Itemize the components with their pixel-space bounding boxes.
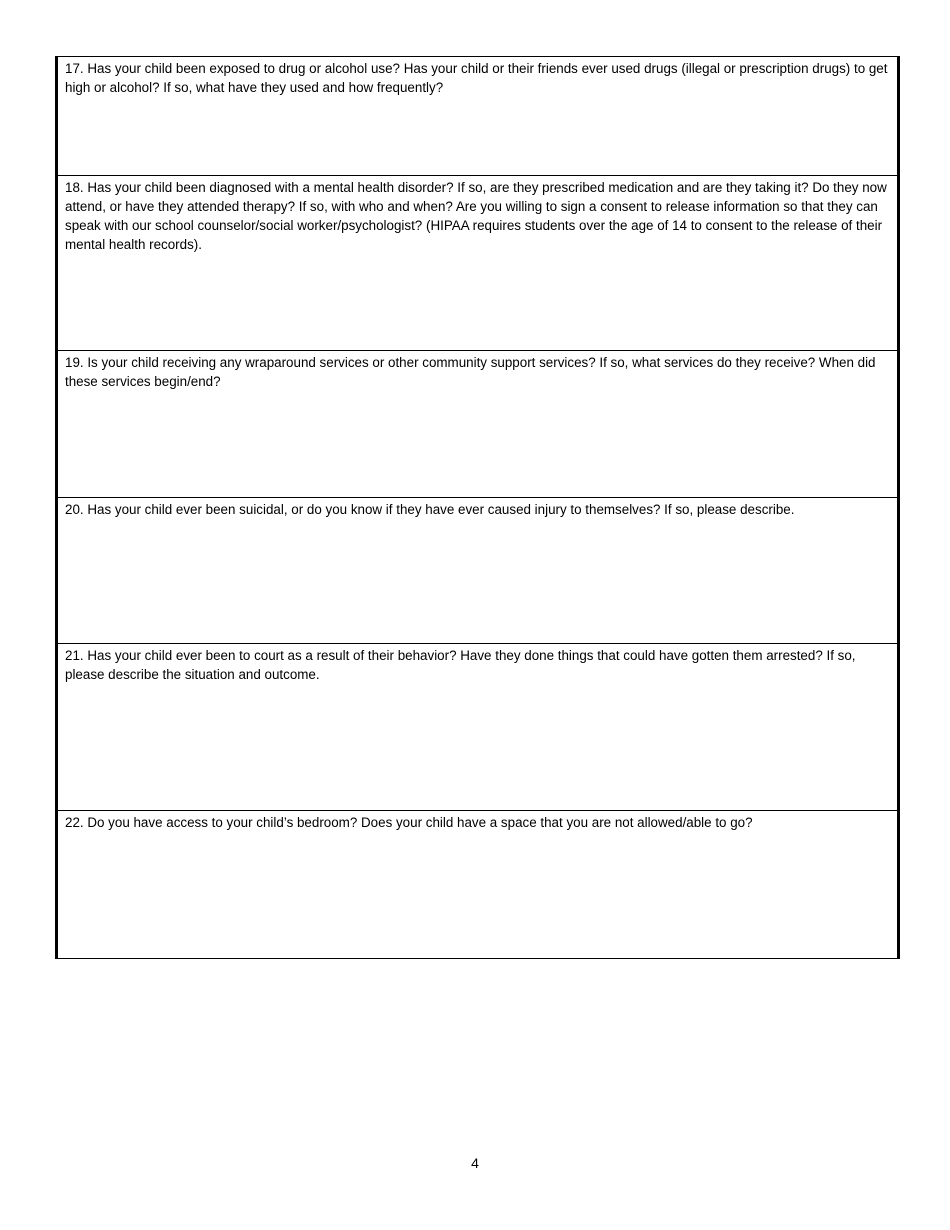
page-number: 4 xyxy=(471,1155,479,1171)
question-20-cell[interactable] xyxy=(58,498,897,644)
question-17-text: 17. Has your child been exposed to drug or alcohol use? Has your child or their friends ever used drugs (illegal or prescription drugs) to get high or alcohol? If so, what have they used and how frequently? xyxy=(65,61,888,95)
questionnaire-table xyxy=(55,56,900,959)
question-22-cell[interactable] xyxy=(58,811,897,958)
question-19-text: 19. Is your child receiving any wraparound services or other community support services? If so, what services do they receive? When did these services begin/end? xyxy=(65,355,876,389)
question-21-text: 21. Has your child ever been to court as a result of their behavior? Have they done things that could have gotten them arrested? If so, please describe the situation and outcome. xyxy=(65,648,856,682)
question-20-text: 20. Has your child ever been suicidal, or do you know if they have ever caused injury to themselves? If so, please describe. xyxy=(65,502,795,517)
question-21-cell[interactable] xyxy=(58,644,897,811)
question-18-text: 18. Has your child been diagnosed with a mental health disorder? If so, are they prescribed medication and are they taking it? Do they now attend, or have they attended therapy? If so, with who and when? Are you willing to sign a consent to release information so that they can speak with our school counselor/social worker/psychologist? (HIPAA requires students over the age of 14 to consent to the release of their mental health records). xyxy=(65,180,887,252)
question-17-cell[interactable] xyxy=(58,57,897,176)
question-22-text: 22. Do you have access to your child’s bedroom? Does your child have a space that you are not allowed/able to go? xyxy=(65,815,753,830)
question-19-cell[interactable] xyxy=(58,351,897,498)
question-18-cell[interactable] xyxy=(58,176,897,351)
